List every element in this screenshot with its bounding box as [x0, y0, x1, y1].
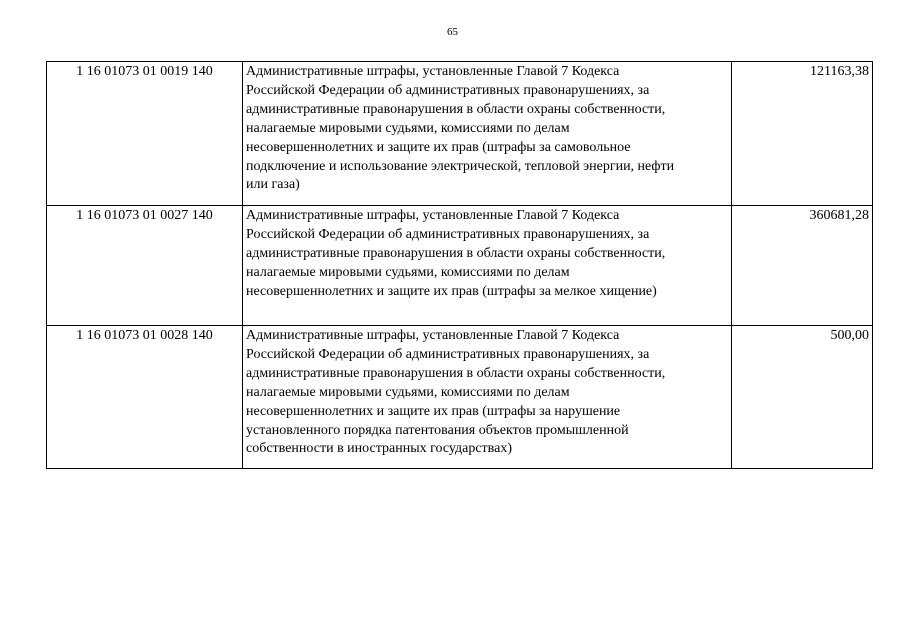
- revenue-description: [243, 62, 732, 206]
- description-line: налагаемые мировыми судьями, комиссиями по делам: [246, 120, 570, 136]
- budget-classification-code: 1 16 01073 01 0019 140: [47, 62, 243, 206]
- description-line: налагаемые мировыми судьями, комиссиями по делам: [246, 384, 570, 400]
- description-line: Административные штрафы, установленные Главой 7 Кодекса: [246, 64, 620, 79]
- revenue-amount: 121163,38: [732, 62, 873, 206]
- description-line: собственности в иностранных государствах): [246, 441, 512, 457]
- description-line: административные правонарушения в области охраны собственности,: [246, 245, 666, 261]
- revenue-amount: 500,00: [732, 326, 873, 469]
- description-line: несовершеннолетних и защите их прав (штрафы за самовольное: [246, 139, 631, 155]
- description-line: несовершеннолетних и защите их прав (штрафы за нарушение: [246, 403, 621, 419]
- budget-classification-code: 1 16 01073 01 0027 140: [47, 206, 243, 326]
- description-line: установленного порядка патентования объектов промышленной: [246, 422, 629, 438]
- description-line: несовершеннолетних и защите их прав (штрафы за мелкое хищение): [246, 283, 657, 299]
- description-line: Российской Федерации об административных правонарушениях, за: [246, 346, 650, 362]
- description-line: административные правонарушения в области охраны собственности,: [246, 365, 666, 381]
- description-line: налагаемые мировыми судьями, комиссиями по делам: [246, 264, 570, 280]
- description-line: Административные штрафы, установленные Главой 7 Кодекса: [246, 328, 620, 343]
- description-line: Административные штрафы, установленные Главой 7 Кодекса: [246, 208, 620, 223]
- budget-classification-code: 1 16 01073 01 0028 140: [47, 326, 243, 469]
- description-line: административные правонарушения в области охраны собственности,: [246, 101, 666, 117]
- table-row: [47, 62, 873, 206]
- description-line: Российской Федерации об административных правонарушениях, за: [246, 226, 650, 242]
- revenue-amount: 360681,28: [732, 206, 873, 326]
- description-line: Российской Федерации об административных правонарушениях, за: [246, 82, 650, 98]
- revenue-description: [243, 326, 732, 469]
- table-row: [47, 206, 873, 326]
- description-line: подключение и использование электрической, тепловой энергии, нефти: [246, 158, 675, 174]
- table-row: [47, 326, 873, 469]
- page-number: 65: [447, 26, 458, 38]
- revenue-description: [243, 206, 732, 326]
- description-line: или газа): [246, 177, 300, 193]
- budget-revenue-table: [46, 61, 873, 469]
